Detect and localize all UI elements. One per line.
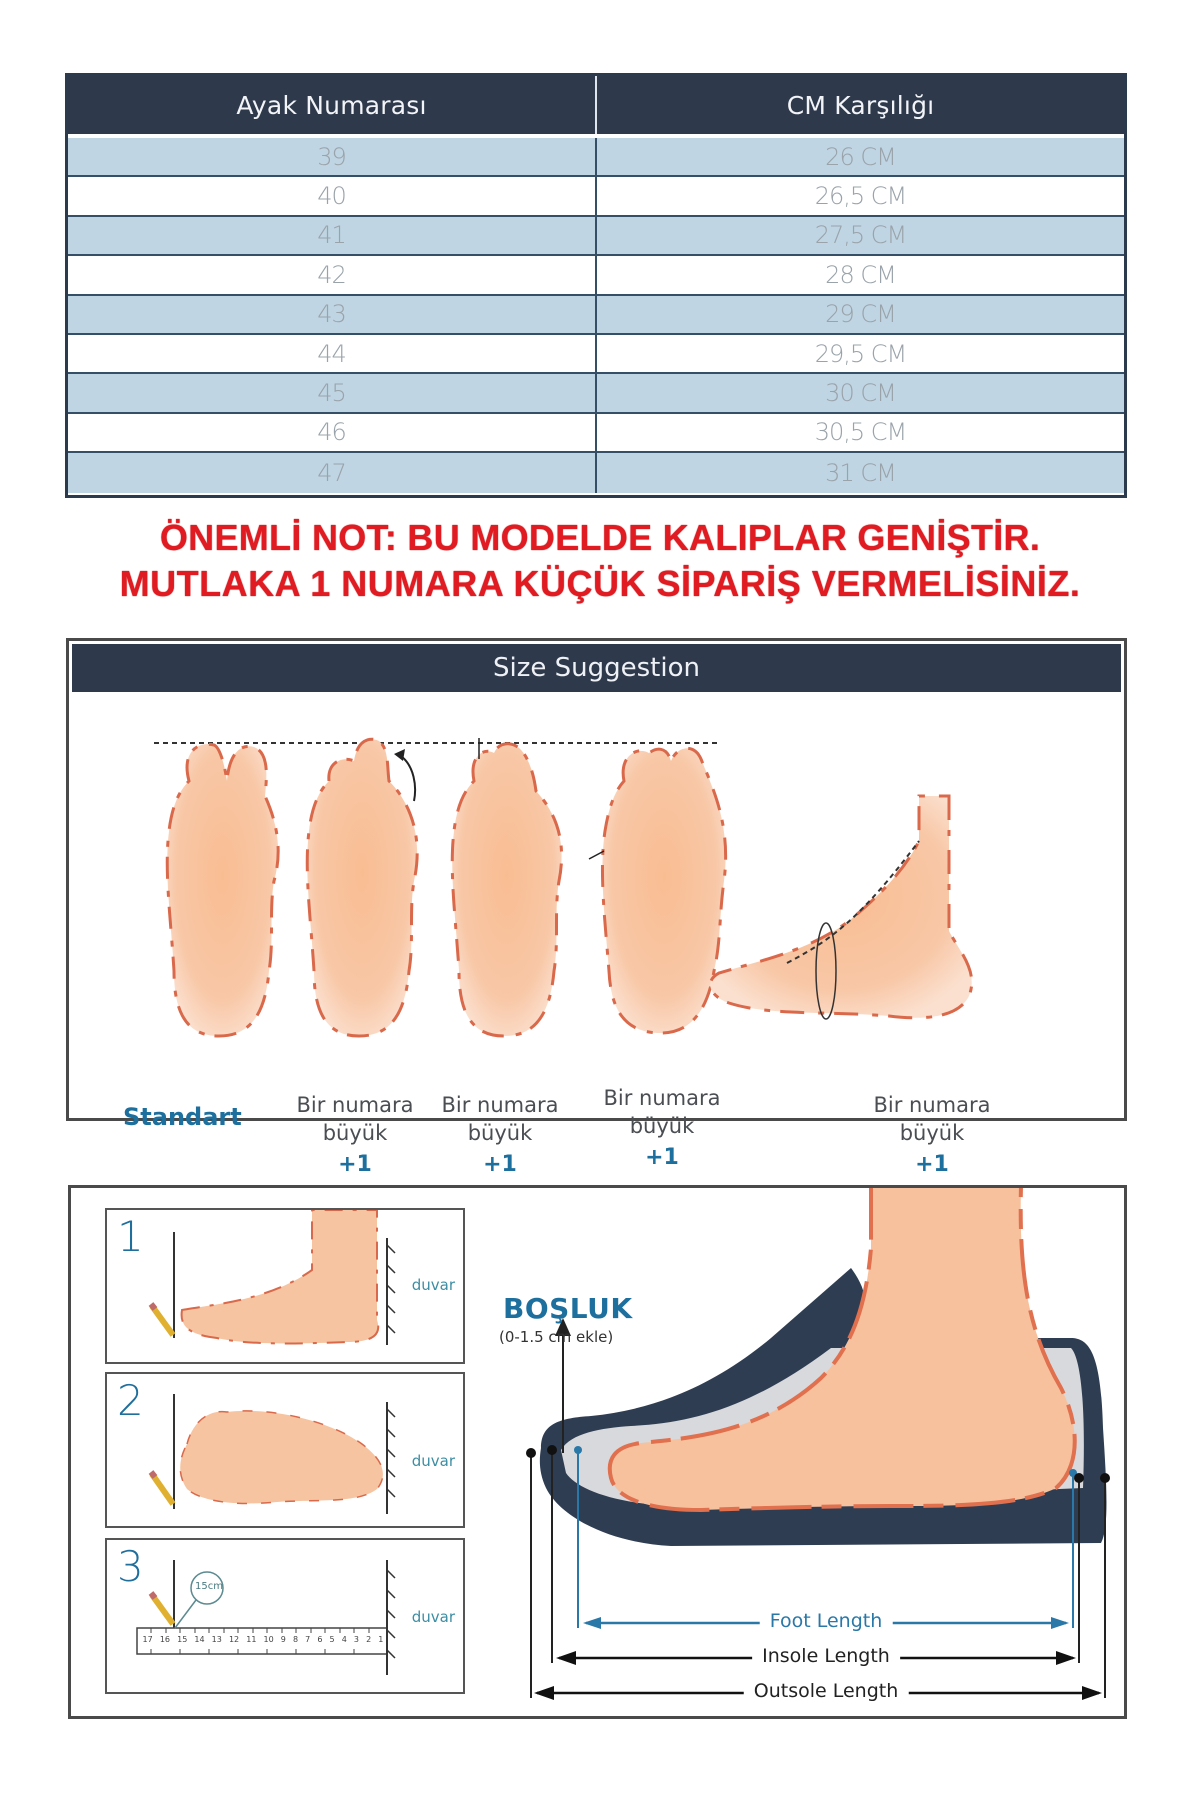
gap-note: (0-1.5 cm ekle) [499, 1328, 614, 1346]
ruler-tick: 9 [280, 1635, 286, 1644]
important-note [0, 515, 1200, 607]
label-line-1: Bir numara [603, 1086, 721, 1110]
width-arrow-icon [589, 851, 604, 859]
step-number: 1 [117, 1212, 144, 1261]
cell-size: 43 [68, 296, 597, 333]
ruler-tick: 10 [263, 1635, 274, 1644]
ruler-tick: 4 [341, 1635, 347, 1644]
table-row [68, 138, 1124, 177]
ruler-tick: 11 [246, 1635, 257, 1644]
size-delta-badge: +1 [338, 1152, 372, 1177]
table-row [68, 453, 1124, 492]
ruler-tick: 17 [142, 1635, 153, 1644]
foot-long-toe-icon [307, 739, 417, 1036]
foot-wide-icon [589, 748, 726, 1033]
cell-size: 40 [68, 177, 597, 214]
table-row [68, 374, 1124, 413]
suggestion-wide-foot-label [589, 1084, 735, 1172]
shoe-length-diagram [71, 1188, 1124, 1716]
cell-cm: 31 CM [825, 458, 896, 487]
step-number: 3 [117, 1542, 144, 1591]
table-row [68, 335, 1124, 374]
cell-cm: 30,5 CM [814, 418, 907, 447]
outsole-length-label: Outsole Length [744, 1680, 909, 1702]
ruler-tick: 15 [177, 1635, 188, 1644]
ruler-tick: 14 [194, 1635, 205, 1644]
cell-cm: 28 CM [825, 260, 896, 289]
ruler-tick: 13 [211, 1635, 222, 1644]
ruler-tick: 3 [353, 1635, 360, 1644]
label-line-1: Bir numara [441, 1093, 559, 1117]
cell-cm: 26 CM [825, 142, 896, 171]
table-row [68, 296, 1124, 335]
table-row [68, 256, 1124, 295]
size-delta-badge: +1 [645, 1145, 679, 1170]
size-table [65, 73, 1127, 498]
table-row [68, 414, 1124, 453]
insole-length-label: Insole Length [752, 1645, 900, 1667]
important-note-line-2: MUTLAKA 1 NUMARA KÜÇÜK SİPARİŞ VERMELİSİNİZ. [119, 563, 1081, 604]
header-cm-equivalent: CM Karşılığı [786, 90, 935, 120]
cell-size: 42 [68, 256, 597, 293]
foot-high-instep-icon [710, 796, 971, 1019]
label-line-2: büyük [467, 1121, 533, 1145]
wall-label: duvar [411, 1608, 455, 1626]
ruler-callout-value: 15cm [195, 1581, 223, 1592]
size-delta-badge: +1 [915, 1152, 949, 1177]
suggestion-long-toe-label [282, 1091, 428, 1179]
foot-high-toe-icon [452, 738, 561, 1036]
ruler-tick: 16 [159, 1635, 171, 1644]
size-suggestion-title: Size Suggestion [72, 644, 1121, 692]
cell-size: 41 [68, 217, 597, 254]
step-number: 2 [117, 1376, 144, 1425]
table-row [68, 177, 1124, 216]
table-row [68, 217, 1124, 256]
ruler-tick: 2 [366, 1635, 372, 1644]
size-suggestion-panel [66, 638, 1127, 1177]
size-delta-badge: +1 [483, 1152, 517, 1177]
cell-cm: 27,5 CM [814, 221, 907, 250]
suggestion-standart-label: Standart [123, 1103, 242, 1131]
ruler-tick: 12 [228, 1635, 240, 1644]
cell-size: 46 [68, 414, 597, 451]
cell-cm: 26,5 CM [814, 182, 907, 211]
label-line-2: büyük [899, 1121, 965, 1145]
foot-measurement-guide [68, 1185, 1127, 1719]
cell-cm: 30 CM [825, 379, 896, 408]
suggestion-high-toe-label [427, 1091, 573, 1179]
label-line-2: büyük [322, 1121, 388, 1145]
gap-title: BOŞLUK [503, 1292, 633, 1325]
cell-size: 39 [68, 138, 597, 175]
cell-size: 47 [68, 453, 597, 492]
foot-in-shoe-icon [610, 1188, 1075, 1510]
size-table-header [68, 76, 1124, 134]
wall-label: duvar [411, 1276, 455, 1294]
ruler-tick: 8 [292, 1635, 299, 1644]
cell-size: 44 [68, 335, 597, 372]
foot-shape-illustrations [69, 641, 1124, 1118]
ruler-tick: 1 [378, 1635, 384, 1644]
header-shoe-size: Ayak Numarası [68, 76, 597, 134]
label-line-2: büyük [629, 1114, 695, 1138]
ruler-tick: 6 [317, 1635, 323, 1644]
important-note-line-1: ÖNEMLİ NOT: BU MODELDE KALIPLAR GENİŞTİR. [159, 517, 1041, 558]
foot-standard-icon [167, 744, 278, 1036]
label-line-1: Bir numara [873, 1093, 991, 1117]
ruler-tick: 7 [305, 1635, 311, 1644]
cell-size: 45 [68, 374, 597, 411]
foot-length-label: Foot Length [760, 1610, 893, 1632]
label-line-1: Bir numara [296, 1093, 414, 1117]
cell-cm: 29 CM [825, 300, 896, 329]
ruler-tick: 5 [329, 1635, 335, 1644]
suggestion-high-instep-label [859, 1091, 1005, 1179]
wall-label: duvar [411, 1452, 455, 1470]
size-table-body [68, 138, 1124, 495]
cell-cm: 29,5 CM [814, 339, 907, 368]
curved-arrow-icon [401, 756, 415, 801]
